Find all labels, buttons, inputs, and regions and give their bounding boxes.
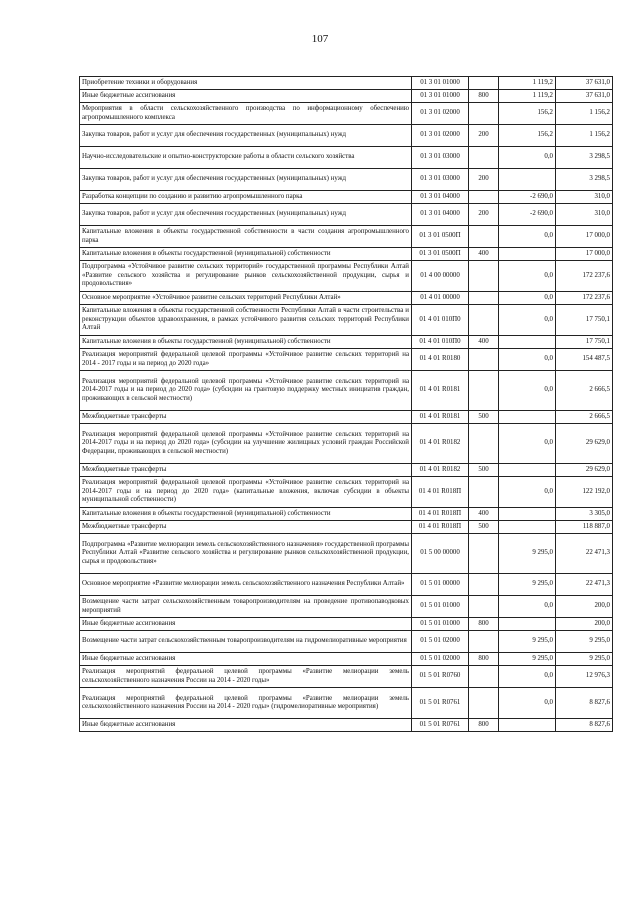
row-expense-type-cell	[469, 424, 499, 464]
row-code-cell: 01 5 01 02000	[412, 653, 469, 666]
row-expense-type-cell: 500	[469, 521, 499, 534]
row-code-cell: 01 4 01 00000	[412, 292, 469, 305]
row-expense-type-cell: 400	[469, 336, 499, 349]
row-change-cell: 0,0	[499, 477, 556, 508]
row-name-cell: Межбюджетные трансферты	[80, 411, 412, 424]
row-name-cell: Капитальные вложения в объекты государственной (муниципальной) собственности	[80, 248, 412, 261]
table-row	[80, 261, 613, 292]
row-name-cell: Капитальные вложения в объекты государственной собственности в части создания агропромышленного парка	[80, 226, 412, 248]
row-code-cell: 01 3 01 0500П	[412, 226, 469, 248]
row-amount-cell: 1 156,2	[556, 125, 613, 147]
row-expense-type-cell	[469, 574, 499, 596]
table-row	[80, 147, 613, 169]
table-row	[80, 125, 613, 147]
page-number: 107	[311, 33, 329, 45]
row-change-cell: -2 690,0	[499, 204, 556, 226]
row-name-cell: Основное мероприятие «Развитие мелиорации земель сельскохозяйственного назначения Республики Алтай»	[80, 574, 412, 596]
row-amount-cell: 172 237,6	[556, 261, 613, 292]
row-expense-type-cell: 800	[469, 653, 499, 666]
table-row	[80, 521, 613, 534]
row-expense-type-cell	[469, 371, 499, 411]
row-name-cell: Иные бюджетные ассигнования	[80, 618, 412, 631]
row-code-cell: 01 4 01 R0181	[412, 411, 469, 424]
table-row	[80, 292, 613, 305]
row-amount-cell: 37 631,0	[556, 77, 613, 90]
table-row	[80, 719, 613, 732]
row-name-cell: Возмещение части затрат сельскохозяйственным товаропроизводителям на гидромелиоративные мероприятия	[80, 631, 412, 653]
row-amount-cell: 8 827,6	[556, 688, 613, 719]
row-name-cell: Капитальные вложения в объекты государственной собственности Республики Алтай в части строительства и реконструкции объектов здравоохранения, в рамках устойчивого развития сельских территорий Республики Алтай	[80, 305, 412, 336]
row-name-cell: Реализация мероприятий федеральной целевой программы «Устойчивое развитие сельских территорий на 2014-2017 годы и на период до 2020 года» (субсидии на улучшение жилищных условий граждан Российской Федерации, проживающих в сельской местности)	[80, 424, 412, 464]
row-name-cell: Иные бюджетные ассигнования	[80, 719, 412, 732]
row-code-cell: 01 4 01 R0181	[412, 371, 469, 411]
row-expense-type-cell	[469, 688, 499, 719]
row-expense-type-cell	[469, 261, 499, 292]
table-row	[80, 371, 613, 411]
row-change-cell: 0,0	[499, 424, 556, 464]
row-amount-cell: 29 629,0	[556, 464, 613, 477]
table-row	[80, 596, 613, 618]
row-name-cell: Реализация мероприятий федеральной целевой программы «Устойчивое развитие сельских территорий на 2014 - 2017 годы и на период до 2020 года»	[80, 349, 412, 371]
table-row	[80, 534, 613, 574]
row-expense-type-cell: 200	[469, 125, 499, 147]
row-change-cell: 0,0	[499, 666, 556, 688]
row-amount-cell: 17 750,1	[556, 336, 613, 349]
row-change-cell	[499, 719, 556, 732]
row-change-cell: 1 119,2	[499, 77, 556, 90]
row-code-cell: 01 4 01 010П0	[412, 305, 469, 336]
row-amount-cell: 1 156,2	[556, 103, 613, 125]
row-amount-cell: 172 237,6	[556, 292, 613, 305]
row-name-cell: Капитальные вложения в объекты государственной (муниципальной) собственности	[80, 508, 412, 521]
row-expense-type-cell: 500	[469, 411, 499, 424]
row-change-cell: 0,0	[499, 349, 556, 371]
row-name-cell: Подпрограмма «Устойчивое развитие сельских территорий» государственной программы Республики Алтай «Развитие сельского хозяйства и регулирование рынков сельскохозяйственной продукции, сырья и продовольствия»	[80, 261, 412, 292]
row-amount-cell: 154 487,5	[556, 349, 613, 371]
row-expense-type-cell	[469, 103, 499, 125]
row-name-cell: Закупка товаров, работ и услуг для обеспечения государственных (муниципальных) нужд	[80, 169, 412, 191]
row-name-cell: Приобретение техники и оборудования	[80, 77, 412, 90]
row-expense-type-cell	[469, 349, 499, 371]
row-amount-cell: 8 827,6	[556, 719, 613, 732]
row-code-cell: 01 5 01 R0761	[412, 688, 469, 719]
row-code-cell: 01 5 00 00000	[412, 534, 469, 574]
table-row	[80, 90, 613, 103]
row-amount-cell: 17 000,0	[556, 248, 613, 261]
row-name-cell: Реализация мероприятий федеральной целевой программы «Устойчивое развитие сельских территорий на 2014-2017 годы и на период до 2020 года» (субсидии на грантовую поддержку местных инициатив граждан, проживающих в сельской местности)	[80, 371, 412, 411]
row-code-cell: 01 3 01 03000	[412, 169, 469, 191]
row-code-cell: 01 4 01 R0182	[412, 464, 469, 477]
table-row	[80, 424, 613, 464]
row-change-cell: 9 295,0	[499, 631, 556, 653]
row-expense-type-cell	[469, 77, 499, 90]
table-body	[80, 77, 613, 732]
row-change-cell	[499, 248, 556, 261]
row-expense-type-cell: 500	[469, 464, 499, 477]
table-row	[80, 103, 613, 125]
table-row	[80, 464, 613, 477]
row-change-cell: 9 295,0	[499, 534, 556, 574]
row-change-cell	[499, 336, 556, 349]
row-expense-type-cell	[469, 534, 499, 574]
row-amount-cell: 3 298,5	[556, 169, 613, 191]
row-amount-cell: 122 192,0	[556, 477, 613, 508]
row-amount-cell: 118 887,0	[556, 521, 613, 534]
row-expense-type-cell	[469, 226, 499, 248]
row-name-cell: Подпрограмма «Развитие мелиорации земель сельскохозяйственного назначения» государственной программы Республики Алтай «Развитие сельского хозяйства и регулирование рынков сельскохозяйственной продукции, сырья и продовольствия»	[80, 534, 412, 574]
table-row	[80, 305, 613, 336]
row-expense-type-cell: 800	[469, 719, 499, 732]
row-expense-type-cell	[469, 292, 499, 305]
row-name-cell: Иные бюджетные ассигнования	[80, 90, 412, 103]
row-change-cell: 0,0	[499, 688, 556, 719]
row-expense-type-cell	[469, 666, 499, 688]
row-amount-cell: 3 305,0	[556, 508, 613, 521]
row-code-cell: 01 3 01 03000	[412, 147, 469, 169]
row-expense-type-cell: 400	[469, 248, 499, 261]
row-change-cell: 0,0	[499, 305, 556, 336]
row-expense-type-cell	[469, 147, 499, 169]
row-amount-cell: 17 750,1	[556, 305, 613, 336]
row-amount-cell: 310,0	[556, 191, 613, 204]
table-row	[80, 336, 613, 349]
row-expense-type-cell	[469, 191, 499, 204]
table-row	[80, 477, 613, 508]
row-change-cell: 9 295,0	[499, 574, 556, 596]
row-code-cell: 01 4 00 00000	[412, 261, 469, 292]
row-change-cell: 0,0	[499, 596, 556, 618]
row-amount-cell: 22 471,3	[556, 574, 613, 596]
row-code-cell: 01 5 01 R0760	[412, 666, 469, 688]
row-expense-type-cell	[469, 631, 499, 653]
row-code-cell: 01 3 01 02000	[412, 125, 469, 147]
row-change-cell: 0,0	[499, 261, 556, 292]
row-change-cell: 156,2	[499, 103, 556, 125]
row-name-cell: Межбюджетные трансферты	[80, 464, 412, 477]
row-code-cell: 01 4 01 R0182	[412, 424, 469, 464]
table-row	[80, 508, 613, 521]
row-change-cell: 156,2	[499, 125, 556, 147]
table-row	[80, 574, 613, 596]
row-code-cell: 01 5 01 01000	[412, 596, 469, 618]
row-change-cell: 0,0	[499, 292, 556, 305]
row-code-cell: 01 5 01 R0761	[412, 719, 469, 732]
row-amount-cell: 37 631,0	[556, 90, 613, 103]
row-code-cell: 01 4 01 010П0	[412, 336, 469, 349]
row-code-cell: 01 4 01 R018П	[412, 477, 469, 508]
row-change-cell: 0,0	[499, 147, 556, 169]
row-name-cell: Закупка товаров, работ и услуг для обеспечения государственных (муниципальных) нужд	[80, 125, 412, 147]
table-row	[80, 666, 613, 688]
table-row	[80, 226, 613, 248]
row-expense-type-cell: 200	[469, 169, 499, 191]
row-code-cell: 01 3 01 0500П	[412, 248, 469, 261]
row-expense-type-cell	[469, 477, 499, 508]
row-change-cell	[499, 169, 556, 191]
budget-table	[79, 76, 613, 732]
row-code-cell: 01 5 01 00000	[412, 574, 469, 596]
row-amount-cell: 9 295,0	[556, 653, 613, 666]
row-expense-type-cell	[469, 305, 499, 336]
table-row	[80, 169, 613, 191]
table-row	[80, 349, 613, 371]
table-row	[80, 631, 613, 653]
row-change-cell: 1 119,2	[499, 90, 556, 103]
row-code-cell: 01 5 01 02000	[412, 631, 469, 653]
row-name-cell: Закупка товаров, работ и услуг для обеспечения государственных (муниципальных) нужд	[80, 204, 412, 226]
row-name-cell: Капитальные вложения в объекты государственной (муниципальной) собственности	[80, 336, 412, 349]
row-name-cell: Иные бюджетные ассигнования	[80, 653, 412, 666]
row-code-cell: 01 4 01 R0180	[412, 349, 469, 371]
row-expense-type-cell: 200	[469, 204, 499, 226]
row-name-cell: Реализация мероприятий федеральной целевой программы «Развитие мелиорации земель сельскохозяйственного назначения России на 2014 - 2020 годы»	[80, 666, 412, 688]
row-name-cell: Основное мероприятие «Устойчивое развитие сельских территорий Республики Алтай»	[80, 292, 412, 305]
row-amount-cell: 12 976,3	[556, 666, 613, 688]
row-amount-cell: 9 295,0	[556, 631, 613, 653]
row-change-cell	[499, 521, 556, 534]
row-expense-type-cell: 800	[469, 618, 499, 631]
row-code-cell: 01 3 01 04000	[412, 191, 469, 204]
row-amount-cell: 200,0	[556, 596, 613, 618]
row-code-cell: 01 3 01 04000	[412, 204, 469, 226]
table-row	[80, 191, 613, 204]
row-amount-cell: 2 666,5	[556, 411, 613, 424]
row-code-cell: 01 3 01 01000	[412, 77, 469, 90]
row-amount-cell: 310,0	[556, 204, 613, 226]
row-amount-cell: 2 666,5	[556, 371, 613, 411]
table-row	[80, 77, 613, 90]
row-code-cell: 01 3 01 01000	[412, 90, 469, 103]
row-name-cell: Научно-исследовательские и опытно-конструкторские работы в области сельского хозяйства	[80, 147, 412, 169]
row-change-cell	[499, 411, 556, 424]
row-change-cell: 9 295,0	[499, 653, 556, 666]
row-change-cell: -2 690,0	[499, 191, 556, 204]
table-row	[80, 248, 613, 261]
row-change-cell	[499, 464, 556, 477]
row-change-cell: 0,0	[499, 371, 556, 411]
row-name-cell: Возмещение части затрат сельскохозяйственным товаропроизводителям на проведение противопаводковых мероприятий	[80, 596, 412, 618]
row-code-cell: 01 4 01 R018П	[412, 521, 469, 534]
row-name-cell: Межбюджетные трансферты	[80, 521, 412, 534]
row-amount-cell: 200,0	[556, 618, 613, 631]
table-row	[80, 653, 613, 666]
row-change-cell	[499, 618, 556, 631]
row-name-cell: Реализация мероприятий федеральной целевой программы «Развитие мелиорации земель сельскохозяйственного назначения России на 2014 - 2020 годы» (гидромелиоративные мероприятия)	[80, 688, 412, 719]
table-row	[80, 618, 613, 631]
row-expense-type-cell	[469, 596, 499, 618]
table-row	[80, 204, 613, 226]
table-row	[80, 411, 613, 424]
row-amount-cell: 17 000,0	[556, 226, 613, 248]
row-code-cell: 01 3 01 02000	[412, 103, 469, 125]
row-expense-type-cell: 400	[469, 508, 499, 521]
row-code-cell: 01 5 01 01000	[412, 618, 469, 631]
row-expense-type-cell: 800	[469, 90, 499, 103]
row-amount-cell: 3 298,5	[556, 147, 613, 169]
row-code-cell: 01 4 01 R018П	[412, 508, 469, 521]
table-row	[80, 688, 613, 719]
row-name-cell: Реализация мероприятий федеральной целевой программы «Устойчивое развитие сельских территорий на 2014-2017 годы и на период до 2020 года» (капитальные вложения, включая субсидии в объекты муниципальной собственности)	[80, 477, 412, 508]
row-change-cell: 0,0	[499, 226, 556, 248]
row-change-cell	[499, 508, 556, 521]
row-amount-cell: 29 629,0	[556, 424, 613, 464]
row-amount-cell: 22 471,3	[556, 534, 613, 574]
row-name-cell: Разработка концепции по созданию и развитию агропромышленного парка	[80, 191, 412, 204]
row-name-cell: Мероприятия в области сельскохозяйственного производства по информационному обеспечению агропромышленного комплекса	[80, 103, 412, 125]
